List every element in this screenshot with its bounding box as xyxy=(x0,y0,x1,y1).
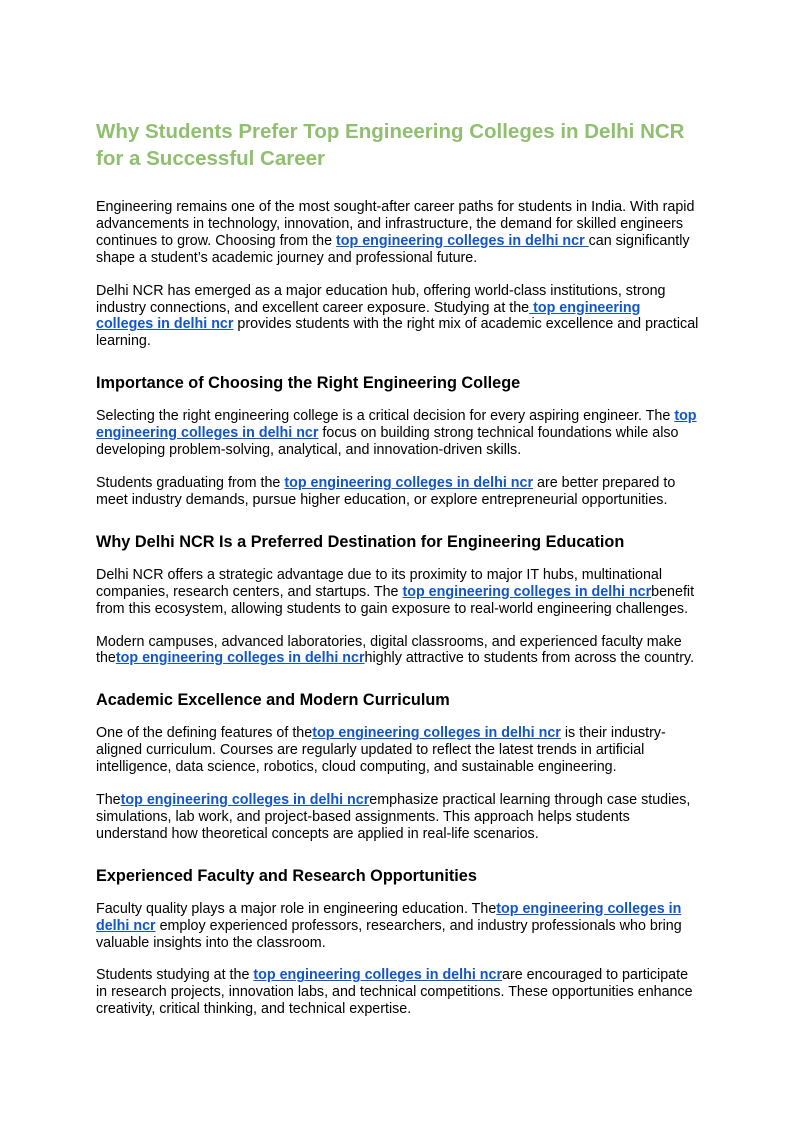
intro-paragraph-1 xyxy=(96,199,700,267)
paragraph-text: are better prepared to meet industry demands, pursue higher education, or explore entrepreneurial opportunities. xyxy=(96,474,676,508)
paragraph-text: Selecting the right engineering college is a critical decision for every aspiring engineer. The xyxy=(96,408,675,425)
section-heading-faculty: Experienced Faculty and Research Opportunities xyxy=(96,866,477,885)
academic-paragraph-1 xyxy=(96,725,700,776)
paragraph-text: provides students with the right mix of academic excellence and practical learning. xyxy=(96,316,699,350)
paragraph-text: employ experienced professors, researchers, and industry professionals who bring valuable insights into the classroom. xyxy=(96,917,682,951)
colleges-link[interactable]: top engineering colleges in delhi ncr xyxy=(253,967,503,984)
academic-paragraph-2 xyxy=(96,792,700,843)
colleges-link[interactable]: top engineering colleges in delhi ncr xyxy=(96,900,682,934)
page-title: Why Students Prefer Top Engineering Colleges in Delhi NCR for a Successful Career xyxy=(96,120,685,170)
paragraph-text: highly attractive to students from across the country. xyxy=(364,650,695,667)
paragraph-text: can significantly shape a student’s academic journey and professional future. xyxy=(96,232,690,266)
why-delhi-paragraph-1 xyxy=(96,567,700,618)
importance-paragraph-1 xyxy=(96,408,700,459)
colleges-link[interactable]: top engineering colleges in delhi ncr xyxy=(120,792,370,809)
colleges-link[interactable]: top engineering colleges in delhi ncr xyxy=(402,583,652,600)
colleges-link[interactable]: top engineering colleges in delhi ncr xyxy=(96,299,641,333)
colleges-link[interactable]: top engineering colleges in delhi ncr xyxy=(284,474,534,491)
document-page xyxy=(96,118,700,1034)
paragraph-text: focus on building strong technical foundations while also developing problem-solving, analytical, and innovation-driven skills. xyxy=(96,425,679,459)
colleges-link[interactable]: top engineering colleges in delhi ncr xyxy=(312,725,561,742)
paragraph-text: Students graduating from the xyxy=(96,474,285,491)
intro-paragraph-2 xyxy=(96,283,700,351)
colleges-link[interactable]: top engineering colleges in delhi ncr xyxy=(96,408,697,442)
paragraph-text: Delhi NCR has emerged as a major education hub, offering world-class institutions, strong industry connections, and excellent career exposure. Studying at the xyxy=(96,282,666,316)
paragraph-text: Delhi NCR offers a strategic advantage due to its proximity to major IT hubs, multinational companies, research centers, and startups. The xyxy=(96,566,663,600)
colleges-link[interactable]: top engineering colleges in delhi ncr xyxy=(336,232,589,249)
paragraph-text: One of the defining features of the xyxy=(96,725,313,742)
paragraph-text: are encouraged to participate in research projects, innovation labs, and technical competitions. These opportunities enhance creativity, critical thinking, and technical expertise. xyxy=(96,967,693,1018)
paragraph-text: Engineering remains one of the most sought-after career paths for students in India. With rapid advancements in technology, innovation, and infrastructure, the demand for skilled engineers continues to grow. Choosing from the xyxy=(96,199,695,249)
paragraph-text: Faculty quality plays a major role in engineering education. The xyxy=(96,900,497,917)
section-heading-why-delhi: Why Delhi NCR Is a Preferred Destination for Engineering Education xyxy=(96,532,625,551)
why-delhi-paragraph-2 xyxy=(96,634,700,668)
paragraph-text: The xyxy=(96,792,121,809)
paragraph-text: Modern campuses, advanced laboratories, digital classrooms, and experienced faculty make the xyxy=(96,633,682,667)
importance-paragraph-2 xyxy=(96,475,700,509)
paragraph-text: is their industry-aligned curriculum. Courses are regularly updated to reflect the latest trends in artificial intelligence, data science, robotics, cloud computing, and sustainable engineering. xyxy=(96,725,666,776)
faculty-paragraph-1 xyxy=(96,901,700,952)
section-heading-academic: Academic Excellence and Modern Curriculum xyxy=(96,691,450,710)
colleges-link[interactable]: top engineering colleges in delhi ncr xyxy=(115,650,365,667)
faculty-paragraph-2 xyxy=(96,967,700,1018)
paragraph-text: Students studying at the xyxy=(96,967,254,984)
paragraph-text: benefit from this ecosystem, allowing students to gain exposure to real-world engineering challenges. xyxy=(96,583,695,617)
paragraph-text: emphasize practical learning through case studies, simulations, lab work, and project-based assignments. This approach helps students understand how theoretical concepts are applied in real-life scenarios. xyxy=(96,792,691,842)
section-heading-importance: Importance of Choosing the Right Engineering College xyxy=(96,374,521,393)
